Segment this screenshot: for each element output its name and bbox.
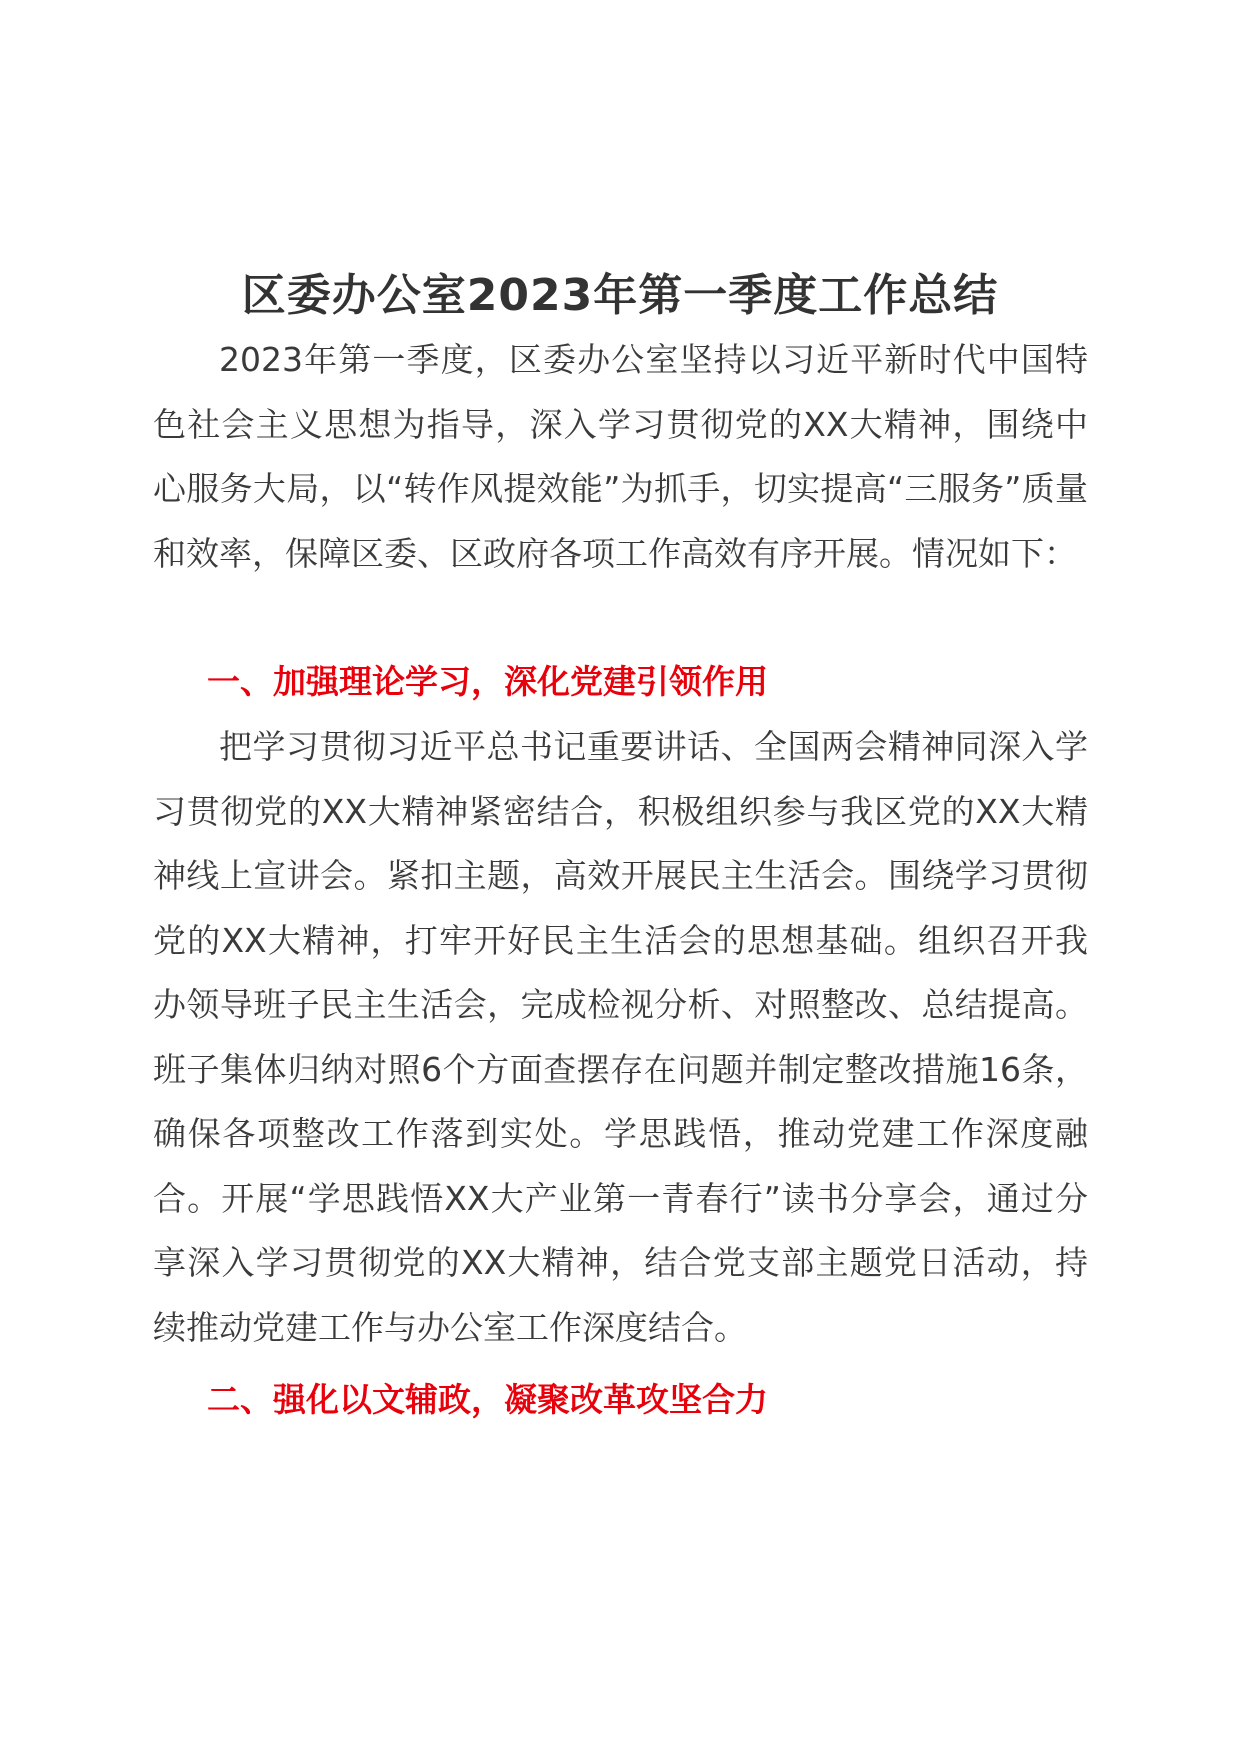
section-heading-1: 一、加强理论学习，深化党建引领作用 bbox=[207, 662, 768, 701]
section-1-paragraph: 把学习贯彻习近平总书记重要讲话、全国两会精神同深入学习贯彻党的XX大精神紧密结合，积极组织参与我区党的XX大精神线上宣讲会。紧扣主题，高效开展民主生活会。围绕学习贯彻党的XX大精神，打牢开好民主生活会的思想基础。组织召开我办领导班子民主生活会，完成检视分析、对照整改、总结提高。班子集体归纳对照6个方面查摆存在问题并制定整改措施16条，确保各项整改工作落到实处。学思践悟，推动党建工作深度融合。开展“学思践悟XX大产业第一青春行”读书分享会，通过分享深入学习贯彻党的XX大精神，结合党支部主题党日活动，持续推动党建工作与办公室工作深度结合。 bbox=[153, 727, 1088, 1347]
section-heading-2: 二、强化以文辅政，凝聚改革攻坚合力 bbox=[207, 1380, 768, 1419]
document-title: 区委办公室2023年第一季度工作总结 bbox=[241, 270, 999, 322]
intro-paragraph: 2023年第一季度，区委办公室坚持以习近平新时代中国特色社会主义思想为指导，深入学习贯彻党的XX大精神，围绕中心服务大局，以“转作风提效能”为抓手，切实提高“三服务”质量和效率，保障区委、区政府各项工作高效有序开展。情况如下： bbox=[153, 340, 1088, 573]
